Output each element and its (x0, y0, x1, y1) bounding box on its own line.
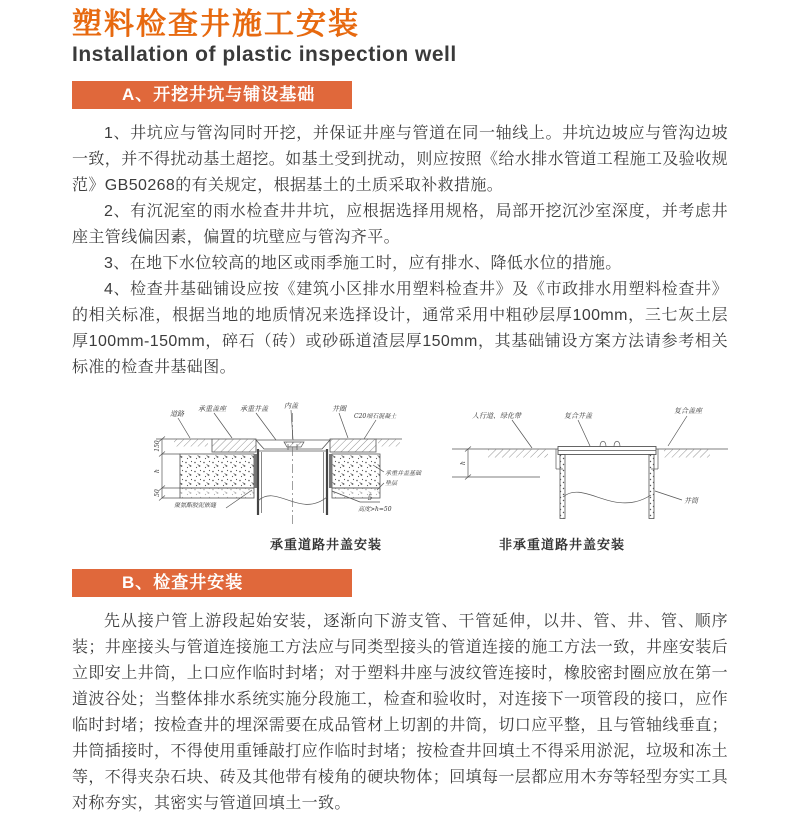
pipe-break-wave (563, 492, 651, 503)
load-bearing-well-drawing (148, 397, 438, 532)
cover-seat-left (212, 439, 256, 452)
page-title: 塑料检查井施工安装 (72, 8, 360, 41)
bearing-cover-seat-label: 承重盖座 (198, 405, 226, 413)
page-subtitle: Installation of plastic inspection well (72, 43, 457, 66)
dim-h-label: h (460, 461, 467, 465)
barrel-wall-left (560, 455, 565, 519)
figure-non-load-bearing (442, 397, 738, 553)
bearing-foundation-label: 承重井盖基础 (385, 470, 422, 477)
figure-right-caption: 非承重道路井盖安装 (498, 537, 625, 552)
soil-hatch-left (488, 450, 548, 458)
paragraph-a2: 2、有沉泥室的雨水检查井井坑，应根据选择用规格，局部开挖沉沙室深度，并考虑井座主管线偏因素，偏置的坑壁应与管沟齐平。 (72, 203, 728, 246)
inner-cover-shape (284, 442, 304, 447)
section-a-heading: A、开挖井坑与铺设基础 (122, 85, 316, 104)
road-label: 道路 (170, 410, 184, 418)
foundation-left (180, 454, 254, 488)
sidewalk-greenbelt-label: 人行道、绿化带 (472, 412, 521, 420)
well-barrel-label: 井筒 (684, 497, 698, 505)
section-b-banner (72, 569, 352, 597)
diagram-row (72, 397, 728, 553)
section-b-heading: B、检查井安装 (122, 573, 244, 592)
cover-handles (600, 441, 620, 446)
foundation-right (332, 454, 380, 488)
leader-lines (512, 416, 687, 500)
caulk-joint-right (329, 454, 332, 488)
paragraph-a3: 3、在地下水位较高的地区或雨季施工时，应有排水、降低水位的措施。 (104, 255, 622, 272)
section-a-banner (72, 81, 352, 109)
soil-hatch-left (174, 440, 208, 447)
c20-concrete-label: C20细石混凝土 (354, 413, 397, 420)
cushion-label: 垫层 (385, 480, 398, 487)
well-ring-label: 井圈 (332, 405, 346, 413)
soil-hatch-right (378, 440, 400, 447)
paragraph-a4: 4、检查井基础铺设应按《建筑小区排水用塑料检查井》及《市政排水用塑料检查井》的相关标准，根据当地的地质情况来选择设计，通常采用中粗砂层厚100mm，三七灰土层厚100mm-150mm，碎石（砖）或砂砾道渣层厚150mm，其基础铺设方案方法请参考相关标准的检查井基础图。 (72, 281, 728, 376)
height-note-label: 高度>h=50 (358, 506, 392, 513)
inner-cover-label: 内盖 (284, 402, 298, 410)
paragraph-a1: 1、井坑应与管沟同时开挖，并保证井座与管道在同一轴线上。井坑边坡应与管沟边坡一致，并不得扰动基土超挖。如基土受到扰动，则应按照《给水排水管道工程施工及验收规范》GB50268的有关规定，根据基土的土质采取补救措施。 (72, 125, 729, 194)
figure-left-caption: 承重道路井盖安装 (269, 537, 382, 552)
dim-h-label: h (154, 469, 161, 473)
cushion-right (332, 488, 380, 498)
barrel-wall-right (649, 455, 654, 519)
soil-hatch-right (664, 450, 710, 458)
caulk-joint-left (255, 454, 258, 488)
composite-seat-label: 复合盖座 (674, 407, 702, 415)
dim-50-label: 50 (154, 489, 161, 497)
figure-load-bearing (148, 397, 438, 553)
polyurethane-caulk-label: 聚氨酯胶泥嵌缝 (174, 502, 217, 509)
dim-150-label: 150 (154, 440, 161, 452)
well-ring-slab (330, 439, 376, 452)
bearing-well-cover-label: 承重井盖 (240, 405, 268, 413)
non-load-bearing-well-drawing (442, 397, 738, 532)
paragraph-b1: 先从接户管上游段起始安装，逐渐向下游支管、干管延伸，以井、管、井、管、顺序装；井座接头与管道连接施工方法应与同类型接头的管道连接的施工方法一致，井座安装后立即安上井筒，上口应作临时封堵；对于塑料井座与波纹管连接时，橡胶密封圈应放在第一道波谷处；当整体排水系统实施分段施工，检查和验收时，对连接下一项管段的接口，应作临时封堵；按检查井的埋深需要在成品管材上切割的井筒，切口应平整，且与管轴线垂直；井筒插接时，不得使用重锤敲打应作临时封堵；按检查井回填土不得采用淤泥，垃圾和冻土等，不得夹杂石块、砖及其他带有棱角的硬块物体；回填每一层都应用木夯等轻型夯实工具对称夯实，其密实与管道回填土一致。 (72, 613, 729, 812)
gap-5-label: 5 (367, 494, 373, 502)
composite-cover-label: 复合井盖 (564, 412, 592, 420)
